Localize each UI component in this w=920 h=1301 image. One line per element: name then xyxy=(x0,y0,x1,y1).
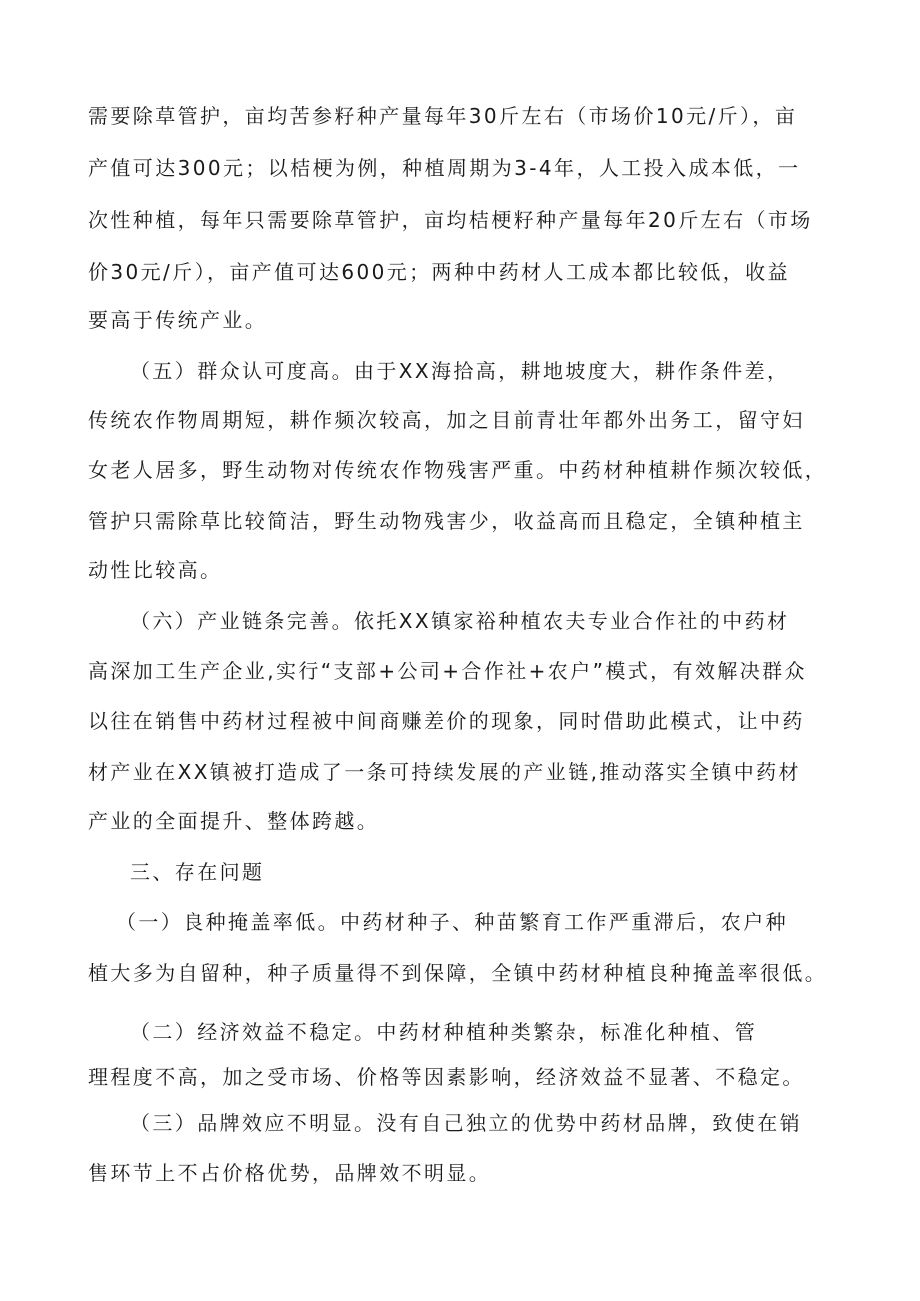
text-line: 以往在销售中药材过程被中间商赚差价的现象，同时借助此模式，让中药 xyxy=(88,709,805,733)
text-line: （六）产业链条完善。依托XX镇家裕种植农夫专业合作社的中药材 xyxy=(130,609,790,633)
text-line: 高深加工生产企业,实行“支部+公司+合作社+农户”模式，有效解决群众 xyxy=(88,659,807,683)
text-line: 产业的全面提升、整体跨越。 xyxy=(88,809,380,833)
text-line: 理程度不高，加之受市场、价格等因素影响，经济效益不显著、不稳定。 xyxy=(88,1065,805,1089)
text-line: 植大多为自留种，种子质量得不到保障，全镇中药材种植良种掩盖率很低。 xyxy=(88,961,828,985)
text-line: 产值可达300元；以桔梗为例，种植周期为3-4年，人工投入成本低，一 xyxy=(88,156,801,180)
text-line: 要高于传统产业。 xyxy=(88,308,268,332)
text-line: 材产业在XX镇被打造成了一条可持续发展的产业链,推动落实全镇中药材 xyxy=(88,760,801,784)
text-line: 价30元/斤），亩产值可达600元；两种中药材人工成本都比较低，收益 xyxy=(88,260,790,284)
text-line: （三）品牌效应不明显。没有自己独立的优势中药材品牌，致使在销 xyxy=(130,1111,802,1135)
text-line: （二）经济效益不稳定。中药材种植种类繁杂，标准化种植、管 xyxy=(130,1020,758,1044)
text-line: 动性比较高。 xyxy=(88,558,223,582)
text-line: 传统农作物周期短，耕作频次较高，加之目前青壮年都外出务工，留守妇 xyxy=(88,408,805,432)
text-line: 管护只需除草比较简洁，野生动物残害少，收益高而且稳定，全镇种植主 xyxy=(88,509,805,533)
text-line: 需要除草管护，亩均苦参籽种产量每年30斤左右（市场价10元/斤），亩 xyxy=(88,104,798,128)
text-line: 售环节上不占价格优势，品牌效不明显。 xyxy=(88,1161,492,1185)
text-line: （五）群众认可度高。由于XX海拾高，耕地坡度大，耕作条件差， xyxy=(130,359,790,383)
text-line: 次性种植，每年只需要除草管护，亩均桔梗籽种产量每年20斤左右（市场 xyxy=(88,208,813,232)
text-line: 女老人居多，野生动物对传统农作物残害严重。中药材种植耕作频次较低， xyxy=(88,458,828,482)
section-title: 三、存在问题 xyxy=(130,860,265,884)
text-line: （一）良种掩盖率低。中药材种子、种苗繁育工作严重滞后，农户种 xyxy=(116,910,788,934)
